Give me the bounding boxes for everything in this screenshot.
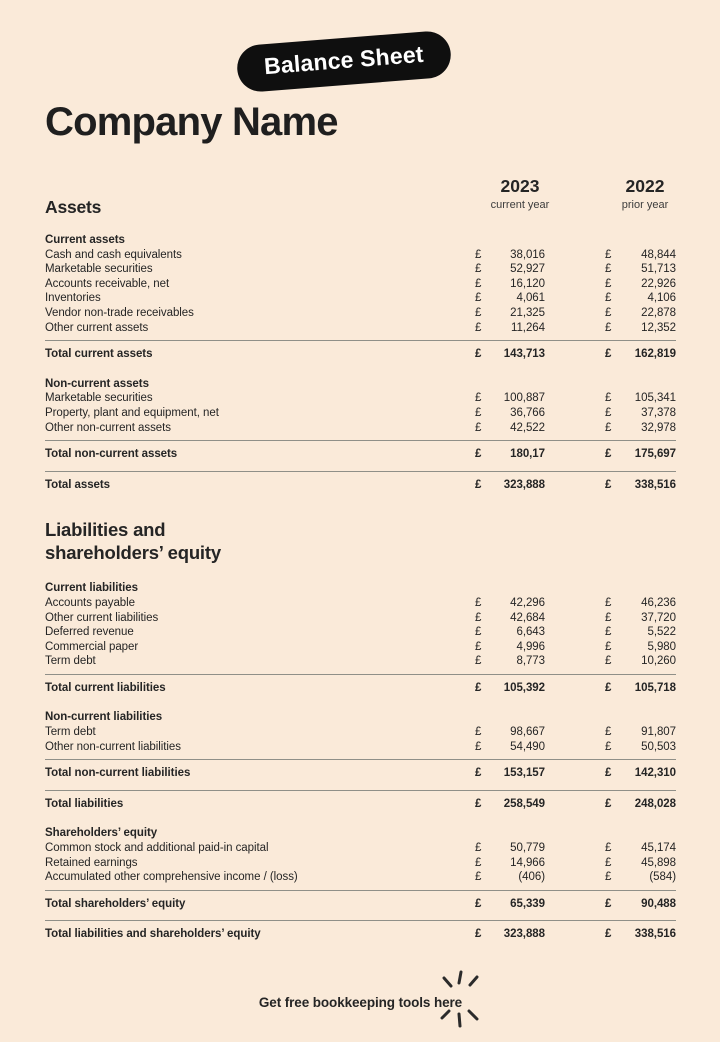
row-label: Total shareholders’ equity [45, 897, 186, 910]
group-heading-label: Non-current liabilities [45, 711, 163, 724]
currency-symbol: £ [475, 726, 482, 739]
amount-value: 175,697 [634, 448, 676, 461]
year-2023-label: 2023 [500, 176, 540, 196]
amount-value: 4,106 [647, 292, 676, 305]
table-row [45, 391, 676, 406]
amount-cell [475, 611, 545, 626]
row-label: Accounts receivable, net [45, 277, 170, 290]
amount-value: 105,718 [634, 681, 676, 694]
table-row [45, 406, 676, 421]
currency-symbol: £ [475, 321, 482, 334]
amount-value: 48,844 [641, 248, 676, 261]
amount-value: 11,264 [510, 321, 545, 334]
amount-cell [475, 421, 545, 436]
row-label: Accumulated other comprehensive income / (loss) [45, 871, 298, 884]
amount-cell [605, 406, 676, 421]
currency-symbol: £ [475, 626, 482, 639]
footer-cta-label: Get free bookkeeping tools here [258, 995, 463, 1010]
group-heading [45, 710, 676, 725]
amount-cell [605, 391, 676, 406]
currency-symbol: £ [605, 681, 612, 694]
group-heading-label: Current liabilities [45, 582, 138, 595]
burst-icon [430, 970, 488, 1032]
row-label: Commercial paper [45, 640, 139, 653]
amount-cell [605, 841, 676, 856]
amount-cell [475, 478, 545, 493]
amount-value: 338,516 [634, 478, 676, 491]
amount-value: 162,819 [634, 348, 676, 361]
amount-cell [605, 766, 676, 781]
row-label: Total liabilities and shareholders’ equity [45, 928, 261, 941]
amount-value: 32,978 [641, 421, 676, 434]
amount-value: 180,17 [510, 448, 545, 461]
assets-section-title: Assets [45, 197, 102, 217]
amount-cell [475, 262, 545, 277]
currency-symbol: £ [475, 797, 482, 810]
amount-cell [475, 927, 545, 942]
amount-cell [475, 291, 545, 306]
row-label: Other non-current assets [45, 421, 171, 434]
currency-symbol: £ [475, 767, 482, 780]
row-label: Total non-current assets [45, 448, 178, 461]
group-heading-label: Shareholders’ equity [45, 827, 158, 840]
currency-symbol: £ [605, 655, 612, 668]
amount-value: 45,174 [641, 842, 676, 855]
amount-cell [605, 725, 676, 740]
currency-symbol: £ [475, 348, 482, 361]
currency-symbol: £ [475, 640, 482, 653]
amount-cell [605, 306, 676, 321]
amount-value: 22,926 [641, 277, 676, 290]
amount-value: 4,996 [516, 640, 545, 653]
amount-value: 4,061 [516, 292, 545, 305]
currency-symbol: £ [605, 321, 612, 334]
amount-cell [475, 347, 545, 362]
amount-cell [475, 447, 545, 462]
currency-symbol: £ [605, 277, 612, 290]
table-row [45, 611, 676, 626]
total-row [45, 341, 676, 366]
amount-value: 38,016 [510, 248, 545, 261]
amount-cell [605, 447, 676, 462]
amount-cell [605, 681, 676, 696]
currency-symbol: £ [605, 248, 612, 261]
current-year-sublabel: current year [490, 199, 550, 211]
company-name-title: Company Name [45, 100, 338, 144]
currency-symbol: £ [475, 248, 482, 261]
currency-symbol: £ [475, 611, 482, 624]
amount-cell [475, 406, 545, 421]
amount-cell [475, 841, 545, 856]
table-row [45, 321, 676, 336]
row-label: Accounts payable [45, 596, 135, 609]
amount-cell [605, 248, 676, 263]
column-header-prior-year [575, 176, 715, 211]
row-label: Retained earnings [45, 856, 138, 869]
amount-cell [605, 421, 676, 436]
currency-symbol: £ [605, 406, 612, 419]
balance-sheet-badge: Balance Sheet [235, 30, 452, 94]
amount-value: 323,888 [503, 928, 545, 941]
amount-cell [605, 870, 676, 885]
amount-cell [475, 625, 545, 640]
row-label: Vendor non-trade receivables [45, 306, 194, 319]
table-row [45, 625, 676, 640]
currency-symbol: £ [605, 392, 612, 405]
currency-symbol: £ [475, 392, 482, 405]
amount-value: 16,120 [510, 277, 545, 290]
amount-cell [605, 797, 676, 812]
amount-cell [475, 321, 545, 336]
amount-cell [475, 681, 545, 696]
row-label: Total non-current liabilities [45, 767, 191, 780]
table-row [45, 596, 676, 611]
currency-symbol: £ [475, 655, 482, 668]
table-row [45, 421, 676, 436]
currency-symbol: £ [475, 406, 482, 419]
amount-value: 65,339 [510, 897, 545, 910]
row-label: Other non-current liabilities [45, 740, 181, 753]
table-row [45, 262, 676, 277]
amount-cell [605, 596, 676, 611]
amount-value: 8,773 [516, 655, 545, 668]
currency-symbol: £ [605, 897, 612, 910]
amount-value: 22,878 [641, 306, 676, 319]
currency-symbol: £ [475, 928, 482, 941]
currency-symbol: £ [475, 448, 482, 461]
row-label: Term debt [45, 655, 96, 668]
row-label: Other current assets [45, 321, 149, 334]
amount-cell [475, 306, 545, 321]
row-label: Total current liabilities [45, 681, 166, 694]
currency-symbol: £ [605, 767, 612, 780]
amount-value: 45,898 [641, 856, 676, 869]
amount-cell [475, 766, 545, 781]
amount-cell [475, 870, 545, 885]
currency-symbol: £ [605, 928, 612, 941]
amount-value: 248,028 [634, 797, 676, 810]
total-row [45, 760, 676, 785]
table-row [45, 654, 676, 669]
currency-symbol: £ [605, 292, 612, 305]
amount-value: 91,807 [641, 726, 676, 739]
currency-symbol: £ [475, 596, 482, 609]
amount-cell [605, 262, 676, 277]
year-2022-label: 2022 [625, 176, 665, 196]
liabilities-section-title [45, 519, 676, 564]
amount-value: 42,684 [510, 611, 545, 624]
currency-symbol: £ [475, 478, 482, 491]
group-heading-label: Non-current assets [45, 377, 149, 390]
currency-symbol: £ [605, 871, 612, 884]
amount-value: 100,887 [503, 392, 545, 405]
row-label: Total liabilities [45, 797, 124, 810]
amount-value: 6,643 [516, 626, 545, 639]
amount-cell [605, 740, 676, 755]
amount-value: 5,522 [647, 626, 676, 639]
amount-value: 54,490 [510, 740, 545, 753]
row-label: Marketable securities [45, 392, 153, 405]
amount-cell [605, 927, 676, 942]
liabilities-section [45, 581, 676, 946]
amount-value: 21,325 [510, 306, 545, 319]
amount-value: 258,549 [503, 797, 545, 810]
amount-cell [475, 654, 545, 669]
currency-symbol: £ [605, 842, 612, 855]
currency-symbol: £ [605, 856, 612, 869]
amount-cell [475, 797, 545, 812]
currency-symbol: £ [605, 626, 612, 639]
row-label: Common stock and additional paid-in capital [45, 842, 269, 855]
currency-symbol: £ [605, 797, 612, 810]
footer-cta[interactable] [259, 982, 462, 1012]
amount-value: 50,779 [510, 842, 545, 855]
amount-value: 12,352 [641, 321, 676, 334]
amount-cell [475, 725, 545, 740]
amount-cell [475, 897, 545, 912]
currency-symbol: £ [605, 263, 612, 276]
currency-symbol: £ [475, 856, 482, 869]
row-label: Total assets [45, 478, 111, 491]
amount-cell [605, 654, 676, 669]
row-label: Inventories [45, 292, 101, 305]
currency-symbol: £ [605, 306, 612, 319]
row-label: Cash and cash equivalents [45, 248, 182, 261]
currency-symbol: £ [605, 421, 612, 434]
amount-cell [605, 277, 676, 292]
amount-value: 14,966 [510, 856, 545, 869]
total-row [45, 472, 676, 497]
amount-value: (584) [649, 871, 676, 884]
amount-value: 42,296 [510, 596, 545, 609]
amount-value: 105,341 [634, 392, 676, 405]
currency-symbol: £ [605, 740, 612, 753]
amount-cell [605, 291, 676, 306]
group-heading-label: Current assets [45, 234, 125, 246]
amount-cell [475, 640, 545, 655]
amount-value: 90,488 [641, 897, 676, 910]
prior-year-sublabel: prior year [621, 199, 669, 211]
amount-cell [605, 321, 676, 336]
row-label: Property, plant and equipment, net [45, 406, 219, 419]
table-row [45, 856, 676, 871]
amount-value: 42,522 [510, 421, 545, 434]
amount-value: 52,927 [510, 263, 545, 276]
currency-symbol: £ [475, 277, 482, 290]
amount-cell [475, 277, 545, 292]
amount-value: 323,888 [503, 478, 545, 491]
currency-symbol: £ [605, 640, 612, 653]
total-row [45, 921, 676, 946]
amount-cell [475, 596, 545, 611]
amount-value: 51,713 [641, 263, 676, 276]
amount-value: 46,236 [641, 596, 676, 609]
currency-symbol: £ [605, 596, 612, 609]
amount-cell [475, 856, 545, 871]
footer [45, 982, 676, 1042]
currency-symbol: £ [475, 681, 482, 694]
currency-symbol: £ [475, 897, 482, 910]
total-row [45, 791, 676, 816]
table-row [45, 277, 676, 292]
total-row [45, 441, 676, 466]
currency-symbol: £ [475, 263, 482, 276]
amount-cell [475, 248, 545, 263]
assets-section [45, 233, 676, 496]
column-header-current-year [450, 176, 590, 211]
amount-value: 98,667 [510, 726, 545, 739]
currency-symbol: £ [605, 611, 612, 624]
amount-value: 153,157 [503, 767, 545, 780]
currency-symbol: £ [605, 448, 612, 461]
amount-value: 37,720 [641, 611, 676, 624]
group-heading [45, 581, 676, 596]
amount-value: (406) [518, 871, 545, 884]
currency-symbol: £ [475, 421, 482, 434]
table-row [45, 740, 676, 755]
amount-cell [605, 611, 676, 626]
amount-cell [605, 478, 676, 493]
currency-symbol: £ [475, 292, 482, 305]
table-row [45, 725, 676, 740]
amount-value: 338,516 [634, 928, 676, 941]
currency-symbol: £ [475, 871, 482, 884]
liabilities-title-line1: Liabilities and [45, 519, 166, 541]
table-row [45, 248, 676, 263]
currency-symbol: £ [475, 842, 482, 855]
amount-cell [605, 856, 676, 871]
row-label: Deferred revenue [45, 626, 134, 639]
amount-value: 143,713 [503, 348, 545, 361]
amount-cell [605, 625, 676, 640]
currency-symbol: £ [605, 348, 612, 361]
amount-cell [475, 740, 545, 755]
currency-symbol: £ [605, 478, 612, 491]
amount-value: 10,260 [641, 655, 676, 668]
group-heading [45, 377, 676, 392]
amount-value: 37,378 [641, 406, 676, 419]
table-row [45, 640, 676, 655]
group-heading [45, 826, 676, 841]
currency-symbol: £ [475, 306, 482, 319]
row-label: Total current assets [45, 348, 153, 361]
total-row [45, 891, 676, 916]
amount-cell [605, 897, 676, 912]
amount-cell [605, 640, 676, 655]
row-label: Marketable securities [45, 263, 153, 276]
amount-value: 105,392 [503, 681, 545, 694]
row-label: Other current liabilities [45, 611, 159, 624]
amount-value: 5,980 [647, 640, 676, 653]
table-row [45, 870, 676, 885]
currency-symbol: £ [475, 740, 482, 753]
table-row [45, 841, 676, 856]
table-row [45, 291, 676, 306]
amount-cell [605, 347, 676, 362]
group-heading [45, 233, 676, 248]
amount-value: 142,310 [634, 767, 676, 780]
currency-symbol: £ [605, 726, 612, 739]
liabilities-title-line2: shareholders’ equity [45, 541, 221, 563]
amount-value: 50,503 [641, 740, 676, 753]
amount-cell [475, 391, 545, 406]
table-header [45, 176, 676, 216]
total-row [45, 675, 676, 700]
row-label: Term debt [45, 726, 96, 739]
amount-value: 36,766 [510, 406, 545, 419]
table-row [45, 306, 676, 321]
